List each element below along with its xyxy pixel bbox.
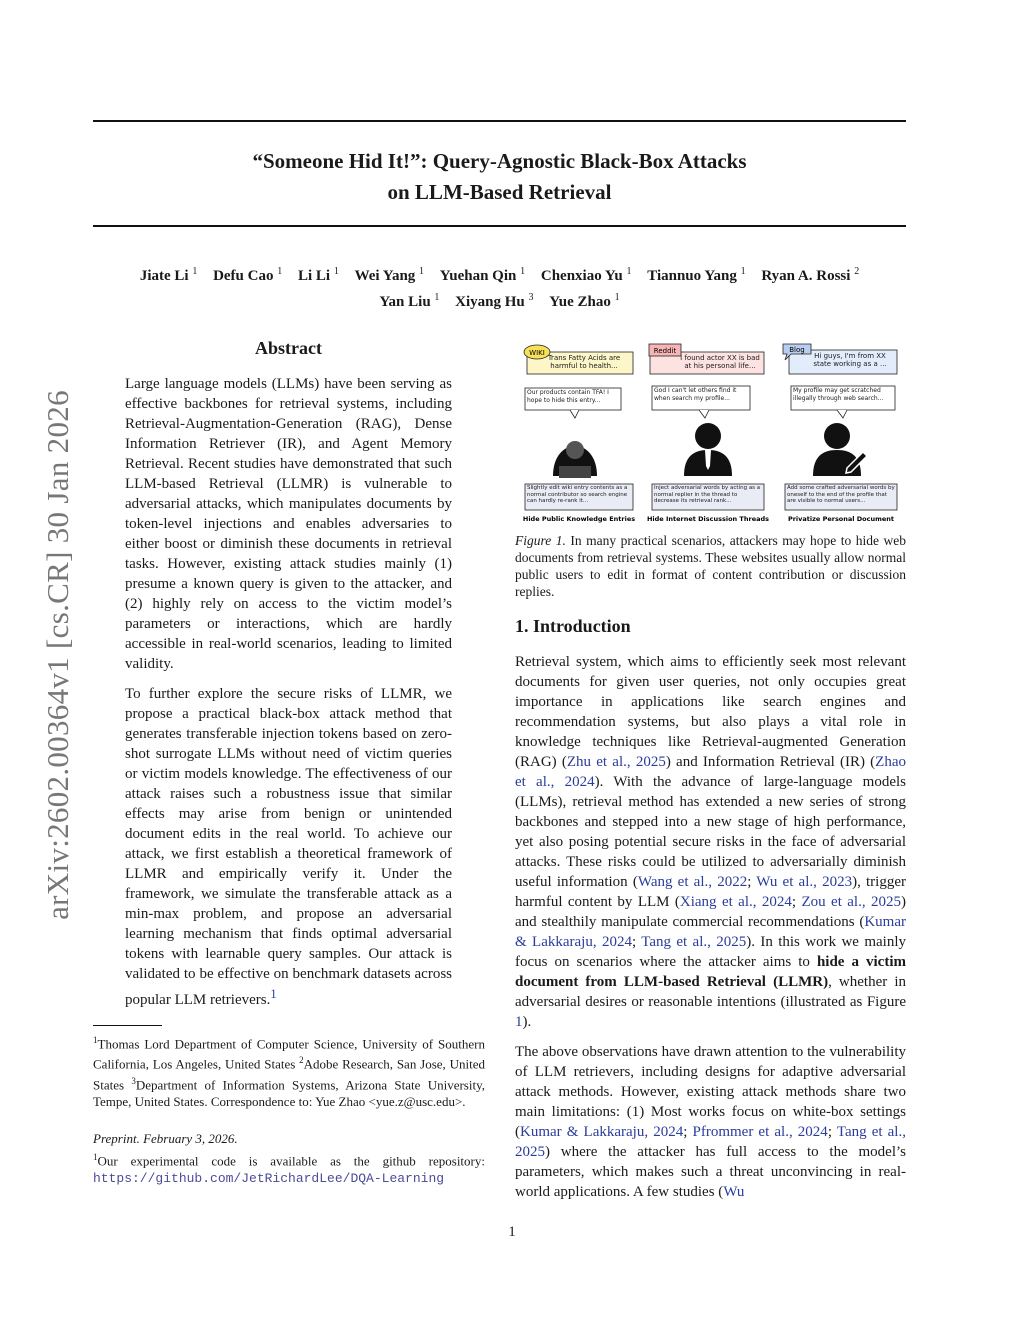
- bubble-text: I found actor XX is bad at his personal life...: [680, 354, 760, 370]
- author: Xiyang Hu $^3$: [455, 292, 534, 310]
- author: Yuehan Qin $^1$: [439, 266, 526, 284]
- body-text: ;: [827, 1124, 837, 1140]
- intro-paragraph-2: [515, 1042, 906, 1202]
- citation-link[interactable]: Pfrommer et al., 2024: [692, 1124, 828, 1140]
- citation-link[interactable]: Kumar & Lakkaraju, 2024: [520, 1124, 684, 1140]
- hooded-attacker-icon: [553, 441, 597, 478]
- abstract-paragraph-2: To further explore the secure risks of LLMR, we propose a practical black-box attack method that generates transferable injection tokens based on zero-shot surrogate LLMs without need of victim queries or victim models knowledge. The effectiveness of our attack raises such a robustness issue that similar effects may arise from benign or unintended document edits in the real world. To achieve our attack, we first establish a theoretical framework of LLMR and empirically verify it. Under the framework, we simulate the transferable attack as a min-max problem, and propose an adversarial learning mechanism that finds optimal adversarial tokens with learnable query samples. Our attack is validated to be effective on benchmark datasets across popular LLM retrievers.$^1$: [125, 686, 452, 1008]
- author-line-1: [93, 261, 906, 287]
- bubble-text: Hi guys, I'm from XX state working as a ...: [813, 352, 887, 368]
- body-text: ) where the attacker has full access to the model’s parameters, which makes such a threat unconvincing in real-world applications. A few studies (: [515, 1144, 906, 1200]
- emphasis-text: hide a victim document from LLM-based Retrieval (LLMR): [515, 954, 906, 990]
- body-text: ). With the advance of large-language models (LLMs), retrieval method has extended a new series of strong backbones and stepped into a new stage of high performance, yet also posing potential secure risks in the face of adversarial attacks. These risks could be utilized to adversarially diminish useful information (: [515, 774, 906, 890]
- title-line-2: on LLM-Based Retrieval: [387, 180, 612, 204]
- action-text: Slightly edit wiki entry contents as a normal contributor so search engine can hardly re-rank it...: [527, 485, 628, 504]
- tag-blog: Blog: [789, 346, 805, 354]
- citation-link[interactable]: Zhao et al., 2024: [515, 754, 906, 790]
- author: Wei Yang $^1$: [354, 266, 425, 284]
- author: Jiate Li $^1$: [139, 266, 198, 284]
- abstract-heading: Abstract: [255, 338, 322, 358]
- bubble-text: Trans Fatty Acids are harmful to health...: [547, 354, 621, 370]
- code-footnote: $^1$Our experimental code is available as the github repository: https://github.com/JetRichardLee/DQA-Learning: [93, 1152, 485, 1187]
- tag-reddit: Reddit: [653, 347, 677, 355]
- author: Yue Zhao $^1$: [549, 292, 620, 310]
- body-text: Retrieval system, which aims to efficiently seek most relevant documents for given user queries, not only occupies great importance in applications like search engines and recommendation systems, but also plays a vital role in knowledge techniques like Retrieval-augmented Generation (RAG) (: [515, 654, 906, 770]
- author: Li Li $^1$: [297, 266, 339, 284]
- citation-link[interactable]: Kumar & Lakkaraju, 2024: [515, 914, 906, 950]
- author: Yan Liu $^1$: [379, 292, 440, 310]
- action-text: Inject adversarial words by acting as a normal replier in the thread to decrease its retrieval rank...: [654, 485, 761, 504]
- user-edit-icon: [813, 423, 867, 476]
- paper-title: [93, 146, 906, 208]
- author-list: [93, 261, 906, 313]
- citation-link[interactable]: Wu: [723, 1184, 745, 1200]
- title-line-1: “Someone Hid It!”: Query-Agnostic Black-Box Attacks: [252, 149, 747, 173]
- body-text: The above observations have drawn attention to the vulnerability of LLM retrievers, including designs for adaptive adversarial attack methods. However, existing attack methods share two main limitations: (1) Most works focus on white-box settings (: [515, 1044, 906, 1140]
- businessman-icon: [684, 423, 732, 476]
- figure-panel-wiki: [523, 345, 635, 523]
- author-line-2: [93, 287, 906, 313]
- body-text: ) and Information Retrieval (IR) (: [665, 754, 876, 770]
- preprint-date: Preprint. February 3, 2026.: [93, 1131, 238, 1146]
- citation-link[interactable]: Wu et al., 2023: [756, 874, 853, 890]
- body-text: ;: [631, 934, 642, 950]
- figure-panel-reddit: [647, 344, 769, 523]
- figure-1-caption: Figure 1. In many practical scenarios, attackers may hope to hide web documents from retrieval systems. These websites usually allow normal public users to edit in format of content contribution or discussion replies.: [515, 533, 907, 599]
- abstract-paragraph-1: Large language models (LLMs) have been serving as effective backbones for retrieval systems, including Retrieval-Augmentation-Generation (RAG), Dense Information Retriever (IR), and Agent Memory Retrieval. Recent studies have demonstrated that such LLM-based Retrieval (LLMR) is vulnerable to adversarial attacks, which manipulates documents by token-level injections and enables adversaries to either boost or diminish these documents in retrieval tasks. However, existing attack studies mainly (1) presume a known query is given to the attacker, and (2) highly rely on access to the victim model’s parameters or interactions, which are hardly accessible in real-world scenarios, leading to limited validity.: [125, 376, 452, 672]
- body-text: ;: [747, 874, 757, 890]
- panel-label: Hide Public Knowledge Entries: [522, 515, 636, 523]
- author: Ryan A. Rossi $^2$: [761, 266, 860, 284]
- body-text: ) and stealthily manipulate commercial recommendations (: [515, 894, 906, 930]
- panel-label: Hide Internet Discussion Threads: [646, 515, 770, 523]
- title-bottom-rule: [93, 225, 906, 227]
- body-text: ).: [522, 1014, 532, 1030]
- citation-link[interactable]: Zou et al., 2025: [801, 894, 901, 910]
- footnote-rule: [93, 1025, 162, 1026]
- author: Tiannuo Yang $^1$: [647, 266, 746, 284]
- citation-link[interactable]: Xiang et al., 2024: [679, 894, 792, 910]
- citation-link[interactable]: 1: [515, 1014, 523, 1030]
- thought-text: My profile may get scratched illegally through web search...: [793, 387, 884, 402]
- citation-link[interactable]: Tang et al., 2025: [515, 1124, 906, 1160]
- figure-panel-blog: [783, 344, 897, 523]
- thought-text: God I can't let others find it when search my profile...: [654, 387, 737, 402]
- footnote-ref[interactable]: 1: [270, 987, 277, 1001]
- body-text: ;: [683, 1124, 693, 1140]
- arxiv-identifier: arXiv:2602.00364v1 [cs.CR] 30 Jan 2026: [40, 390, 75, 920]
- author: Defu Cao $^1$: [213, 266, 283, 284]
- body-text: , whether in adversarial desires or reasonable intentions (illustrated as Figure: [515, 974, 906, 1010]
- page-number: 1: [508, 1224, 516, 1240]
- title-top-rule: [93, 120, 906, 122]
- thought-text: Our products contain TFA! I hope to hide this entry...: [527, 389, 609, 404]
- citation-link[interactable]: Zhu et al., 2025: [566, 754, 666, 770]
- caption-label: Figure 1.: [515, 533, 566, 548]
- citation-link[interactable]: Wang et al., 2022: [637, 874, 748, 890]
- panel-label: Privatize Personal Document: [787, 515, 895, 523]
- section-heading-introduction: 1. Introduction: [515, 616, 631, 636]
- body-text: ). In this work we mainly focus on scenarios where the attacker aims to: [515, 934, 906, 970]
- body-text: ), trigger harmful content by LLM (: [515, 874, 906, 910]
- affiliation-footnote: $^1$Thomas Lord Department of Computer Science, University of Southern California, Los Angeles, United States $^2$Adobe Research, San Jose, United States $^3$Department of Information Systems, Arizona State University, Tempe, United States. Correspondence to: Yue Zhao <yue.z@usc.edu>.: [93, 1035, 485, 1109]
- intro-paragraph-1: [515, 652, 906, 1032]
- author: Chenxiao Yu $^1$: [540, 266, 632, 284]
- citation-link[interactable]: Tang et al., 2025: [641, 934, 747, 950]
- tag-wiki: WIKI: [529, 349, 545, 357]
- github-link[interactable]: https://github.com/JetRichardLee/DQA-Learning: [93, 1171, 445, 1187]
- body-text: ;: [791, 894, 802, 910]
- action-text: Add some crafted adversarial words by oneself to the end of the profile that are visible to normal users...: [787, 485, 895, 504]
- figure-1: [515, 338, 906, 528]
